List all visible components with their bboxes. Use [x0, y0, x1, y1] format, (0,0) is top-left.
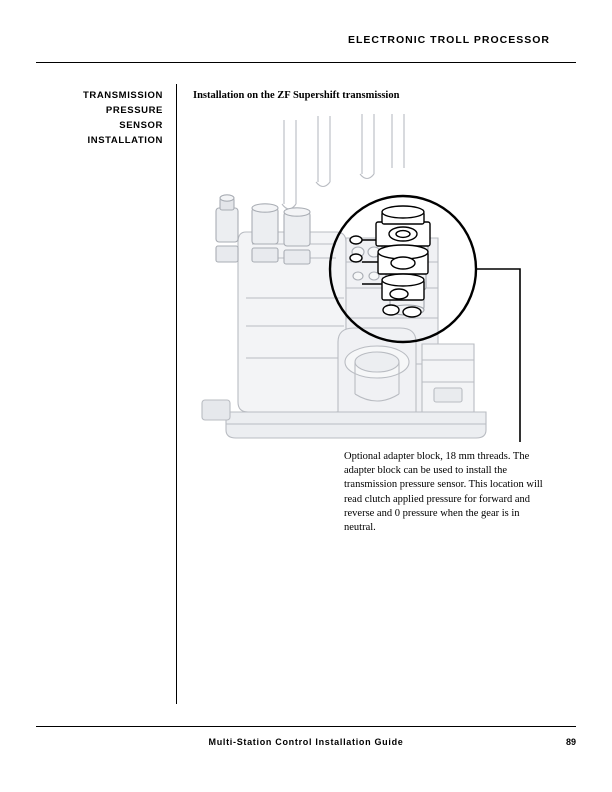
footer-page-number: 89	[565, 737, 576, 747]
margin-label-line-4: INSTALLATION	[87, 135, 163, 146]
margin-label-line-1: TRANSMISSION	[82, 90, 163, 101]
page-header-title: ELECTRONIC TROLL PROCESSOR	[348, 34, 550, 46]
footer-guide-title: Multi-Station Control Installation Guide	[208, 737, 404, 747]
section-heading: Installation on the ZF Supershift transmission	[193, 90, 400, 101]
column-divider-rule	[176, 84, 177, 704]
header-divider-rule	[36, 62, 576, 63]
transmission-line-drawing	[186, 112, 526, 442]
margin-section-label	[36, 88, 163, 148]
margin-label-line-2: PRESSURE	[105, 105, 163, 116]
margin-label-line-3: SENSOR	[119, 120, 163, 131]
transmission-figure	[186, 112, 526, 442]
figure-caption: Optional adapter block, 18 mm threads. The adapter block can be used to install the transmission pressure sensor. This location will read clutch applied pressure for forward and reverse and 0 pressure when the gear is in neutral.	[344, 451, 543, 534]
footer-divider-rule	[36, 726, 576, 727]
